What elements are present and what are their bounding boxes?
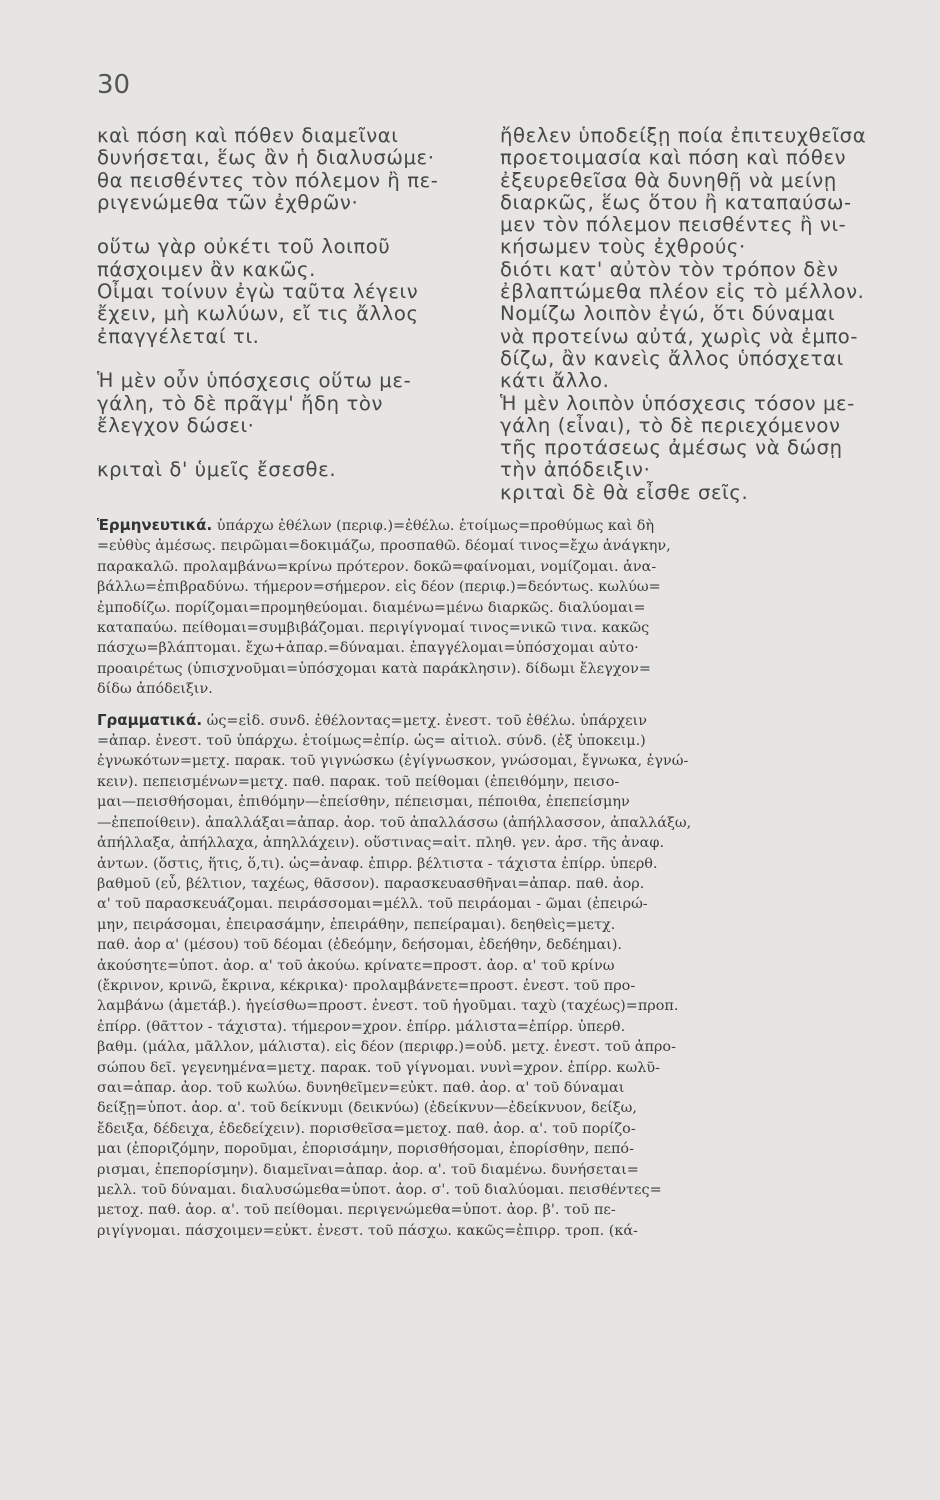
greek-text-line: Ἡ μὲν οὖν ὑπόσχεσις οὕτω με- xyxy=(97,369,412,393)
greek-text-line: ἔλεγχον δώσει· xyxy=(97,413,255,437)
grammatika-line: —ἐπεποίθειν). ἀπαλλάξαι=ἀπαρ. ἀορ. τοῦ ἀπαλλάσσω (ἀπήλλασσον, ἀπαλλάξω, xyxy=(97,814,692,831)
greek-text-line: πάσχοιμεν ἂν κακῶς. xyxy=(97,257,316,281)
grammatika-heading: Γραμματικά. xyxy=(97,710,203,729)
translation-line: Ἡ μὲν λοιπὸν ὑπόσχεσις τόσον με- xyxy=(500,391,855,415)
hermeneutika-line: ἐμποδίζω. πορίζομαι=προμηθεύομαι. διαμένω=μένω διαρκῶς. διαλύομαι= xyxy=(97,599,646,616)
grammatika-line: μην, πειράσομαι, ἐπειρασάμην, ἐπειράθην, πεπείραμαι). δεηθεὶς=μετχ. xyxy=(97,916,616,933)
hermeneutika-heading: Ἑρμηνευτικά. xyxy=(97,516,213,534)
translation-line: τῆς προτάσεως ἀμέσως νὰ δώσῃ xyxy=(500,436,843,460)
hermeneutika-line: βάλλω=ἐπιβραδύνω. τήμερον=σήμερον. εἰς δέον (περιφ.)=δεόντως. κωλύω= xyxy=(97,579,661,596)
grammatika-line: =ἀπαρ. ἐνεστ. τοῦ ὑπάρχω. ἑτοίμως=ἐπίρ. ὡς= αἰτιολ. σύνδ. (ἐξ ὑποκειμ.) xyxy=(97,733,646,750)
greek-text-line: καὶ πόση καὶ πόθεν διαμεῖναι xyxy=(97,124,399,147)
greek-text-line xyxy=(97,214,477,236)
page-number: 30 xyxy=(97,70,131,100)
grammatika-line: λαμβάνω (ἀμετάβ.). ἡγείσθω=προστ. ἐνεστ. τοῦ ἡγοῦμαι. ταχὺ (ταχέως)=προπ. xyxy=(97,998,679,1015)
grammatika-line: ἐπίρρ. (θᾶττον - τάχιστα). τήμερον=χρον. ἐπίρρ. μάλιστα=ἐπίρρ. ὑπερθ. xyxy=(97,1018,626,1035)
grammatika-line: ἔδειξα, δέδειχα, ἐδεδείχειν). πορισθεῖσα=μετοχ. παθ. ἀορ. α'. τοῦ πορίζο- xyxy=(97,1120,636,1137)
translation-line: ἐβλαπτώμεθα πλέον εἰς τὸ μέλλον. xyxy=(500,280,865,304)
translation-line: διαρκῶς, ἕως ὅτου ἢ καταπαύσω- xyxy=(500,190,852,214)
grammatika-line: κειν). πεπεισμένων=μετχ. παθ. παρακ. τοῦ πείθομαι (ἐπειθόμην, πεισο- xyxy=(97,773,620,790)
grammatika-line: ἀντων. (ὅστις, ἥτις, ὅ,τι). ὡς=ἀναφ. ἐπιρρ. βέλτιστα - τάχιστα ἐπίρρ. ὑπερθ. xyxy=(97,855,658,872)
grammatika-line: α' τοῦ παρασκευάζομαι. πειράσσομαι=μέλλ. τοῦ πειράομαι - ῶμαι (ἐπειρώ- xyxy=(97,896,648,913)
greek-text-line: κριταὶ δ' ὑμεῖς ἔσεσθε. xyxy=(97,458,337,482)
hermeneutika-line: προαιρέτως (ὑπισχνοῦμαι=ὑπόσχομαι κατὰ παράκλησιν). δίδωμι ἔλεγχον= xyxy=(97,660,651,677)
translation-line: μεν τὸν πόλεμον πεισθέντες ἢ νι- xyxy=(500,213,847,237)
translation-line: κριταὶ δὲ θὰ εἶσθε σεῖς. xyxy=(500,480,749,504)
grammatika-line: βαθμ. (μάλα, μᾶλλον, μάλιστα). εἰς δέον (περιφρ.)=οὐδ. μετχ. ἐνεστ. τοῦ ἀπρο- xyxy=(97,1039,676,1056)
greek-text-line: Οἶμαι τοίνυν ἐγὼ ταῦτα λέγειν xyxy=(97,280,419,304)
grammatika-line: μελλ. τοῦ δύναμαι. διαλυσώμεθα=ὑποτ. ἀορ. σ'. τοῦ διαλύομαι. πεισθέντες= xyxy=(97,1182,662,1198)
grammatika-line: ἐγνωκότων=μετχ. παρακ. τοῦ γιγνώσκω (ἐγίγνωσκον, γνώσομαι, ἔγνωκα, ἐγνώ- xyxy=(97,753,689,770)
translation-line: διότι κατ' αὐτὸν τὸν τρόπον δὲν xyxy=(500,257,839,281)
hermeneutika-line-first xyxy=(97,515,912,536)
greek-text-line: γάλη, τὸ δὲ πρᾶγμ' ἤδη τὸν xyxy=(97,391,384,415)
greek-text-column xyxy=(97,125,477,482)
hermeneutika-line: δίδω ἀπόδειξιν. xyxy=(97,681,213,698)
grammatika-line: ἀπήλλαξα, ἀπήλλαχα, ἀπηλλάχειν). οὕστινας=αἰτ. πληθ. γεν. ἀρσ. τῆς ἀναφ. xyxy=(97,835,665,852)
translation-line: Νομίζω λοιπὸν ἐγώ, ὅτι δύναμαι xyxy=(500,302,836,326)
hermeneutika-line: =εὐθὺς ἀμέσως. πειρῶμαι=δοκιμάζω, προσπαθῶ. δέομαί τινος=ἔχω ἀνάγκην, xyxy=(97,538,671,555)
grammatika-block xyxy=(97,710,912,1242)
translation-column xyxy=(500,125,910,504)
greek-text-line: οὕτω γὰρ οὐκέτι τοῦ λοιποῦ xyxy=(97,235,391,259)
greek-text-line xyxy=(97,348,477,370)
grammatika-line: βαθμοῦ (εὖ, βέλτιον, ταχέως, θᾶσσον). παρασκευασθῆναι=ἀπαρ. παθ. ἀορ. xyxy=(97,875,645,892)
grammatika-line-first xyxy=(97,710,912,731)
grammatika-line: μαι—πεισθήσομαι, ἐπιθόμην—ἐπείσθην, πέπεισμαι, πέποιθα, ἐπεπείσμην xyxy=(97,794,630,811)
translation-line: δίζω, ἂν κανεὶς ἄλλος ὑπόσχεται xyxy=(500,346,844,370)
translation-line: τὴν ἀπόδειξιν· xyxy=(500,458,651,482)
grammatika-line: (ἔκρινον, κρινῶ, ἔκρινα, κέκρικα)· προλαμβάνετε=προστ. ἐνεστ. τοῦ προ- xyxy=(97,977,636,994)
grammatika-line: μαι (ἐποριζόμην, ποροῦμαι, ἐπορισάμην, πορισθήσομαι, ἐπορίσθην, πεπό- xyxy=(97,1141,634,1158)
grammatika-line: ἀκούσητε=ὑποτ. ἀορ. α' τοῦ ἀκούω. κρίνατε=προστ. ἀορ. α' τοῦ κρίνω xyxy=(97,957,615,974)
grammatika-line: σώπου δεῖ. γεγενημένα=μετχ. παρακ. τοῦ γίγνομαι. νυνὶ=χρον. ἐπίρρ. κωλῦ- xyxy=(97,1059,660,1076)
grammatika-line: ρισμαι, ἐπεπορίσμην). διαμεῖναι=ἀπαρ. ἀορ. α'. τοῦ διαμένω. δυνήσεται= xyxy=(97,1161,639,1178)
translation-line: γάλη (εἶναι), τὸ δὲ περιεχόμενον xyxy=(500,413,841,437)
greek-text-line: ἔχειν, μὴ κωλύων, εἴ τις ἄλλος xyxy=(97,302,419,326)
hermeneutika-line: παρακαλῶ. προλαμβάνω=κρίνω πρότερον. δοκῶ=φαίνομαι, νομίζομαι. ἀνα- xyxy=(97,558,657,575)
hermeneutika-line: καταπαύω. πείθομαι=συμβιβάζομαι. περιγίγνομαί τινος=νικῶ τινα. κακῶς xyxy=(97,620,650,637)
hermeneutika-line: πάσχω=βλάπτομαι. ἔχω+ἀπαρ.=δύναμαι. ἐπαγγέλομαι=ὑπόσχομαι αὐτο· xyxy=(97,640,639,657)
greek-text-line: δυνήσεται, ἕως ἂν ἡ διαλυσώμε· xyxy=(97,146,435,170)
greek-text-line: θα πεισθέντες τὸν πόλεμον ἢ πε- xyxy=(97,168,439,192)
notes-section xyxy=(97,515,912,1241)
grammatika-line: παθ. ἀορ α' (μέσου) τοῦ δέομαι (ἐδεόμην, δεήσομαι, ἐδεήθην, δεδέημαι). xyxy=(97,937,623,954)
translation-line: προετοιμασία καὶ πόση καὶ πόθεν xyxy=(500,146,847,170)
grammatika-line: σαι=ἀπαρ. ἀορ. τοῦ κωλύω. δυνηθεῖμεν=εὐκτ. παθ. ἀορ. α' τοῦ δύναμαι xyxy=(97,1079,625,1096)
grammatika-line: μετοχ. παθ. ἀορ. α'. τοῦ πείθομαι. περιγενώμεθα=ὑποτ. ἀορ. β'. τοῦ πε- xyxy=(97,1202,616,1219)
greek-text-line: ἐπαγγέλεταί τι. xyxy=(97,324,260,348)
grammatika-line: ὡς=εἰδ. συνδ. ἐθέλοντας=μετχ. ἐνεστ. τοῦ ἐθέλω. ὑπάρχειν xyxy=(206,712,647,729)
translation-line: ἤθελεν ὑποδείξῃ ποία ἐπιτευχθεῖσα xyxy=(500,124,867,147)
greek-text-line: ριγενώμεθα τῶν ἐχθρῶν· xyxy=(97,190,359,214)
translation-line: νὰ προτείνω αὐτά, χωρὶς νὰ ἐμπο- xyxy=(500,324,859,348)
translation-line: ἐξευρεθεῖσα θὰ δυνηθῇ νὰ μείνῃ xyxy=(500,168,837,192)
hermeneutika-block xyxy=(97,515,912,700)
grammatika-line: δείξῃ=ὑποτ. ἀορ. α'. τοῦ δείκνυμι (δεικνύω) (ἐδείκνυν—ἐδείκνυον, δείξω, xyxy=(97,1100,637,1117)
hermeneutika-line: ὑπάρχω ἐθέλων (περιφ.)=ἐθέλω. ἑτοίμως=προθύμως καὶ δὴ xyxy=(216,518,655,534)
translation-line: κάτι ἄλλο. xyxy=(500,369,610,393)
grammatika-line: ριγίγνομαι. πάσχοιμεν=εὐκτ. ἐνεστ. τοῦ πάσχω. κακῶς=ἐπιρρ. τροπ. (κά- xyxy=(97,1222,638,1239)
greek-text-line xyxy=(97,437,477,459)
translation-line: κήσωμεν τοὺς ἐχθρούς· xyxy=(500,235,746,259)
